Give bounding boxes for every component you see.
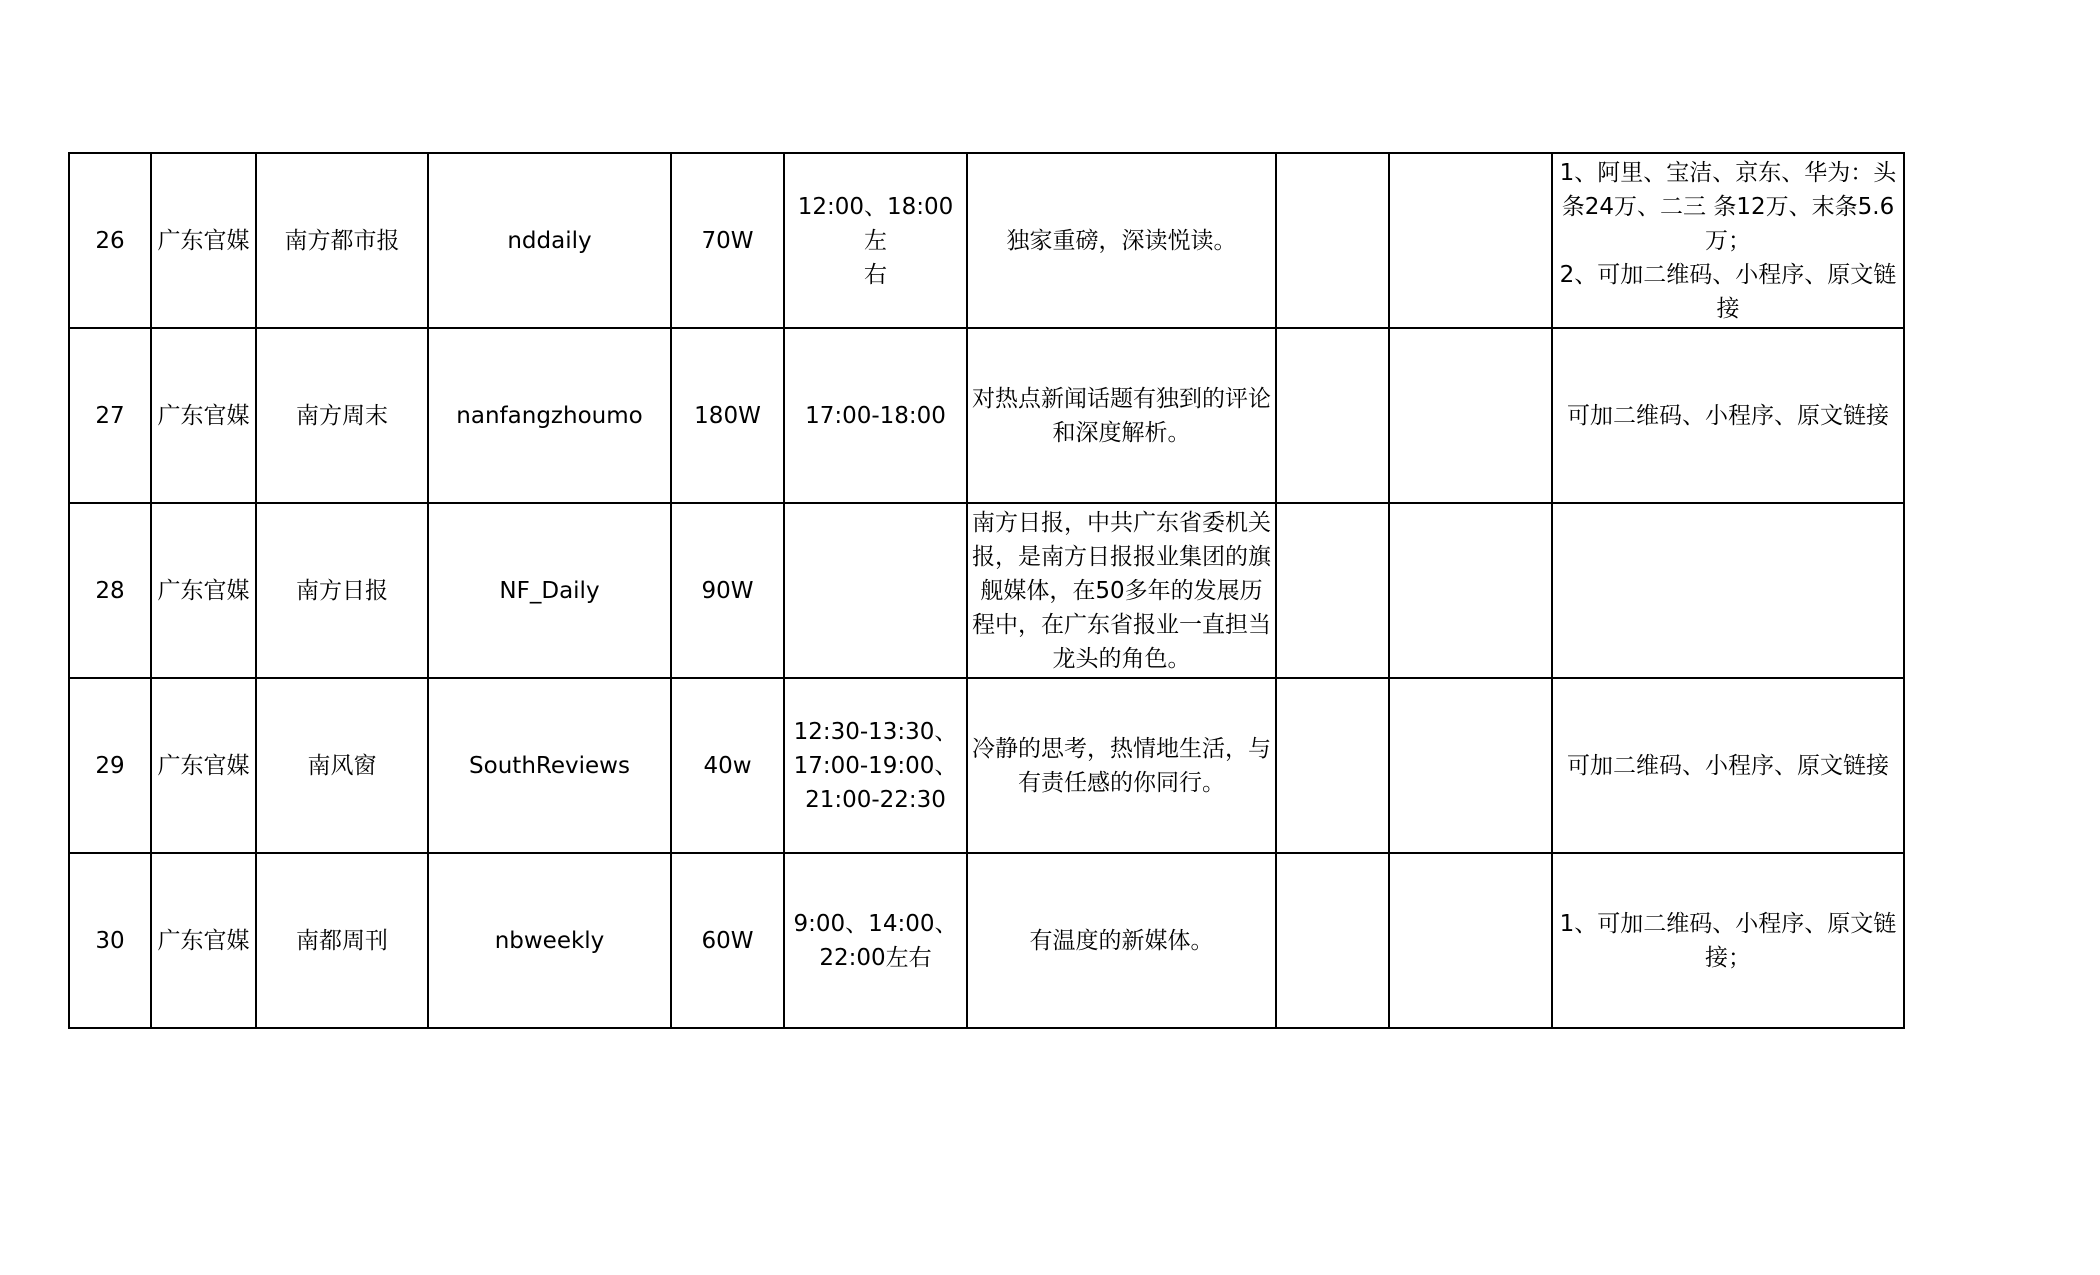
cell-text-line: 独家重磅，深读悦读。: [1006, 227, 1237, 254]
cell-introduction: [967, 153, 1276, 328]
cell-col8: [1276, 328, 1389, 503]
cell-text-line: 12:30-13:30、: [793, 718, 958, 745]
cell-text-line: 有温度的新媒体。: [1029, 927, 1214, 954]
cell-media-name: 南都周刊: [256, 853, 428, 1028]
cell-text-line: 17:00-18:00: [805, 402, 946, 429]
cell-media-name: 南风窗: [256, 678, 428, 853]
cell-publish-time: [784, 678, 967, 853]
cell-notes: [1552, 153, 1904, 328]
cell-text-line: 龙头的角色。: [1052, 645, 1191, 672]
cell-fans: 90W: [671, 503, 784, 678]
cell-media-name: 南方都市报: [256, 153, 428, 328]
table-body: [69, 153, 1904, 1028]
cell-publish-time: [784, 503, 967, 678]
cell-publish-time: [784, 853, 967, 1028]
cell-text-line: 条24万、二三 条12万、末条5.6: [1561, 193, 1895, 220]
cell-category: 广东官媒: [151, 153, 256, 328]
cell-index: 26: [69, 153, 151, 328]
cell-text-line: 接；: [1705, 944, 1751, 971]
cell-text-line: 舰媒体，在50多年的发展历: [980, 577, 1263, 604]
cell-fans: 40w: [671, 678, 784, 853]
cell-text-line: 可加二维码、小程序、原文链接: [1567, 402, 1889, 429]
cell-media-name: 南方周末: [256, 328, 428, 503]
cell-account-id: SouthReviews: [428, 678, 671, 853]
cell-text-line: 程中，在广东省报业一直担当: [972, 611, 1271, 638]
cell-notes: [1552, 853, 1904, 1028]
cell-fans: 180W: [671, 328, 784, 503]
cell-media-name: 南方日报: [256, 503, 428, 678]
cell-text-line: 右: [864, 261, 887, 288]
cell-account-id: nanfangzhoumo: [428, 328, 671, 503]
cell-introduction: [967, 503, 1276, 678]
cell-text-line: 21:00-22:30: [805, 786, 946, 813]
cell-col9: [1389, 328, 1552, 503]
cell-text-line: 可加二维码、小程序、原文链接: [1567, 752, 1889, 779]
cell-text-line: 22:00左右: [819, 944, 932, 971]
cell-text-line: 17:00-19:00、: [793, 752, 958, 779]
table-row: [69, 678, 1904, 853]
cell-text-line: 对热点新闻话题有独到的评论: [972, 385, 1271, 412]
table-row: [69, 153, 1904, 328]
cell-col8: [1276, 678, 1389, 853]
cell-text-line: 9:00、14:00、: [793, 910, 958, 937]
cell-col8: [1276, 853, 1389, 1028]
cell-notes: [1552, 678, 1904, 853]
table-row: [69, 853, 1904, 1028]
cell-category: 广东官媒: [151, 678, 256, 853]
cell-text-line: 万；: [1705, 227, 1751, 254]
cell-index: 30: [69, 853, 151, 1028]
cell-col9: [1389, 503, 1552, 678]
cell-category: 广东官媒: [151, 328, 256, 503]
cell-publish-time: [784, 328, 967, 503]
cell-col9: [1389, 853, 1552, 1028]
cell-text-line: 2、可加二维码、小程序、原文链: [1559, 261, 1897, 288]
cell-account-id: nbweekly: [428, 853, 671, 1028]
cell-text-line: 冷静的思考，热情地生活，与: [972, 735, 1271, 762]
cell-col8: [1276, 503, 1389, 678]
cell-fans: 70W: [671, 153, 784, 328]
table-row: [69, 503, 1904, 678]
cell-index: 28: [69, 503, 151, 678]
cell-category: 广东官媒: [151, 503, 256, 678]
cell-text-line: 和深度解析。: [1052, 419, 1191, 446]
cell-category: 广东官媒: [151, 853, 256, 1028]
table-row: [69, 328, 1904, 503]
cell-text-line: 12:00、18:00左: [797, 193, 954, 254]
cell-text-line: 报，是南方日报报业集团的旗: [972, 543, 1271, 570]
cell-publish-time: [784, 153, 967, 328]
cell-introduction: [967, 853, 1276, 1028]
cell-text-line: 有责任感的你同行。: [1018, 769, 1225, 796]
media-table: [68, 152, 1905, 1029]
cell-index: 29: [69, 678, 151, 853]
cell-text-line: 1、阿里、宝洁、京东、华为：头: [1559, 159, 1897, 186]
cell-col9: [1389, 678, 1552, 853]
cell-notes: [1552, 328, 1904, 503]
cell-col9: [1389, 153, 1552, 328]
cell-notes: [1552, 503, 1904, 678]
cell-text-line: 1、可加二维码、小程序、原文链: [1559, 910, 1897, 937]
cell-text-line: 接: [1716, 295, 1740, 322]
cell-introduction: [967, 328, 1276, 503]
cell-account-id: nddaily: [428, 153, 671, 328]
cell-introduction: [967, 678, 1276, 853]
cell-fans: 60W: [671, 853, 784, 1028]
cell-account-id: NF_Daily: [428, 503, 671, 678]
cell-index: 27: [69, 328, 151, 503]
cell-col8: [1276, 153, 1389, 328]
cell-text-line: 南方日报，中共广东省委机关: [972, 509, 1271, 536]
